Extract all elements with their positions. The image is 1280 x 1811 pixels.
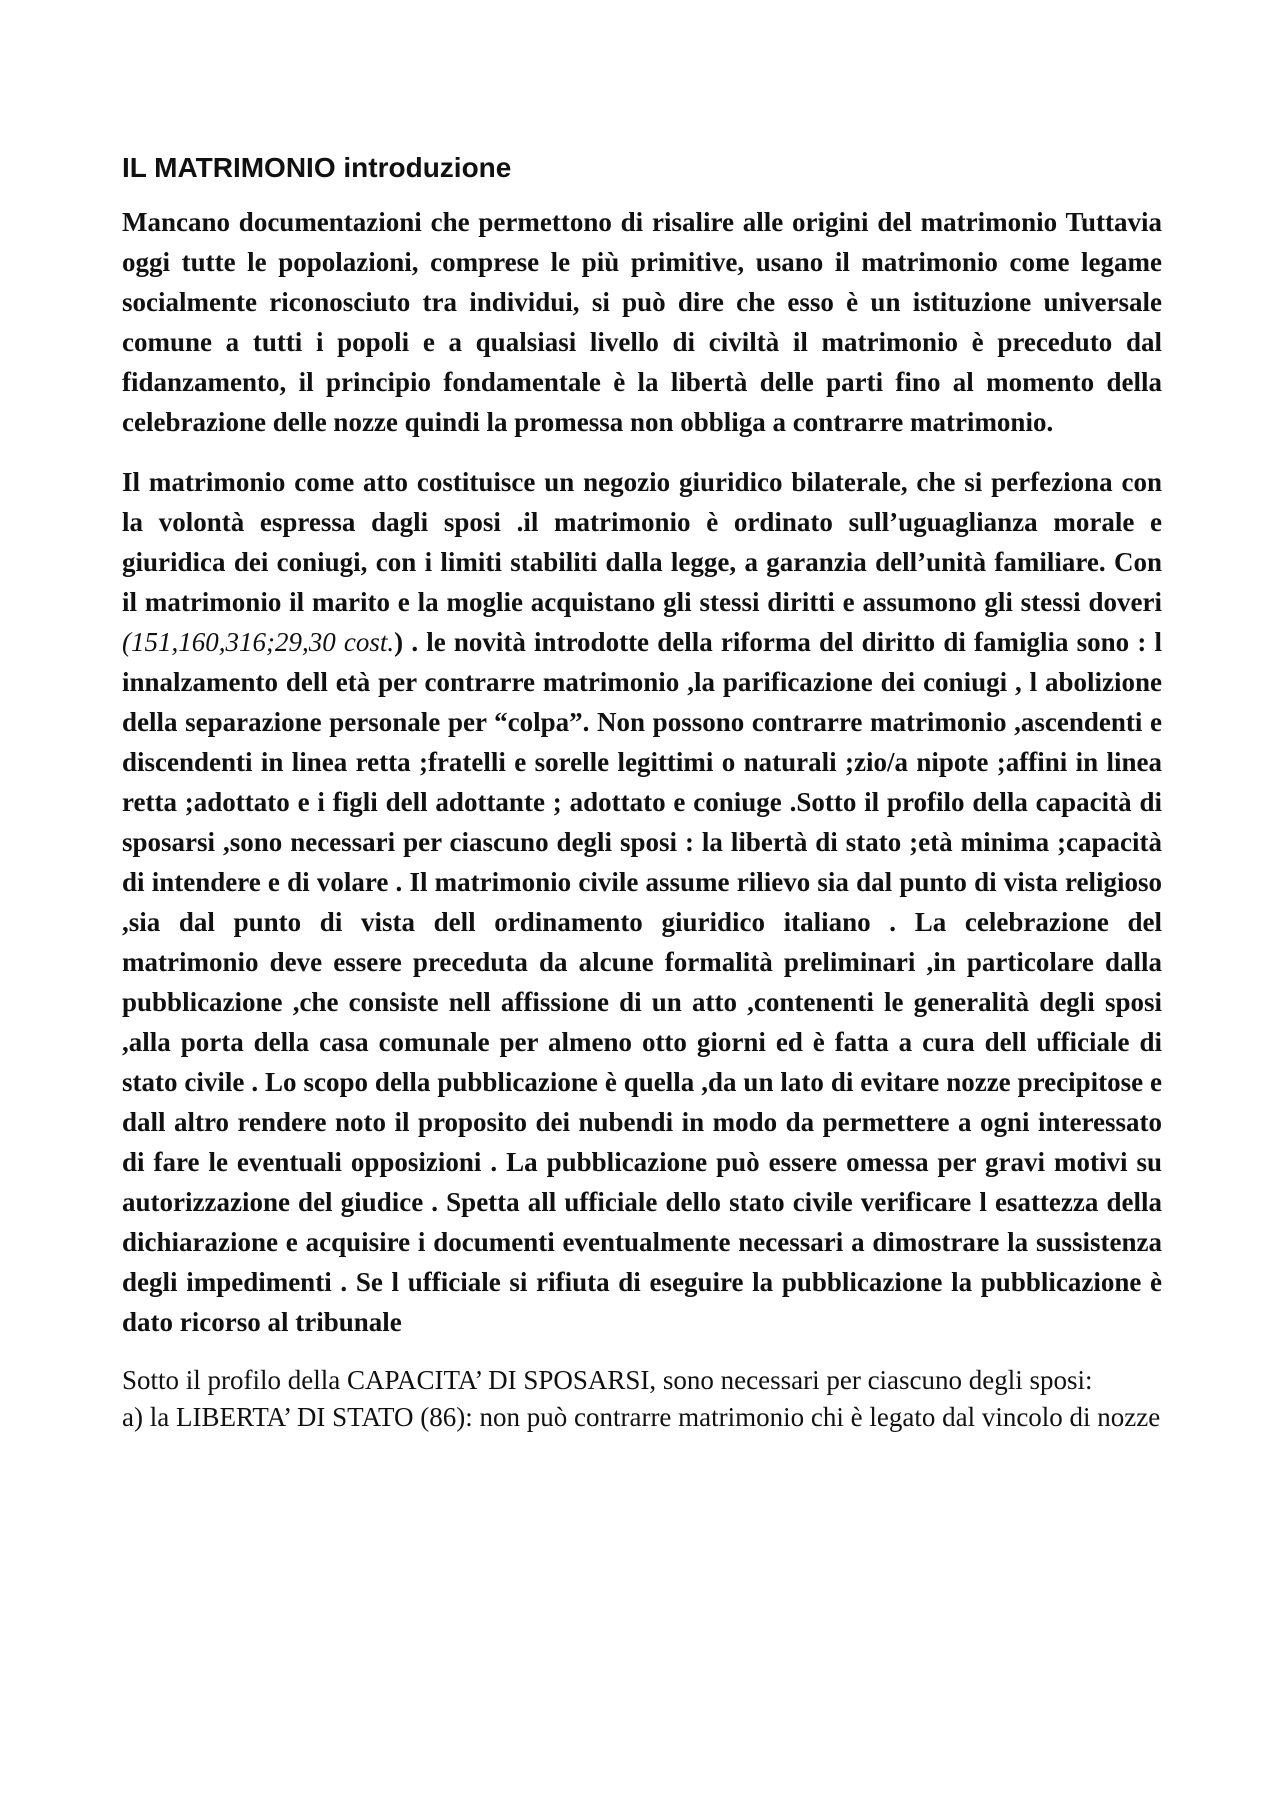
constitution-citation: (151,160,316;29,30 cost. [122, 627, 395, 657]
document-body [122, 150, 1162, 1436]
paragraph-marriage-act [122, 462, 1162, 1342]
paragraph-origins: Mancano documentazioni che permettono di risalire alle origini del matrimonio Tuttavia oggi tutte le popolazioni, comprese le più primitive, usano il matrimonio come legame socialmente riconosciuto tra individui, si può dire che esso è un istituzione universale comune a tutti i popoli e a qualsiasi livello di civiltà il matrimonio è preceduto dal fidanzamento, il principio fondamentale è la libertà delle parti fino al momento della celebrazione delle nozze quindi la promessa non obbliga a contrarre matrimonio. [122, 207, 1162, 437]
paragraph-freedom-of-status: a) la LIBERTA’ DI STATO (86): non può contrarre matrimonio chi è legato dal vincolo di nozze [122, 1402, 1161, 1432]
paragraph-marriage-act-text-1: Il matrimonio come atto costituisce un negozio giuridico bilaterale, che si perfeziona con la volontà espressa dagli sposi .il matrimonio è ordinato sull’uguaglianza morale e giuridica dei coniugi, con i limiti stabiliti dalla legge, a garanzia dell’unità familiare. Con il matrimonio il marito e la moglie acquistano gli stessi diritti e assumono gli stessi doveri [122, 467, 1162, 617]
paragraph-marriage-act-text-2: ) . le novità introdotte della riforma del diritto di famiglia sono : l innalzamento dell età per contrarre matrimonio ,la parificazione dei coniugi , l abolizione della separazione personale per “colpa”. Non possono contrarre matrimonio ,ascendenti e discendenti in linea retta ;fratelli e sorelle legittimi o naturali ;zio/a nipote ;affini in linea retta ;adottato e i figli dell adottante ; adottato e coniuge .Sotto il profilo della capacità di sposarsi ,sono necessari per ciascuno degli sposi : la libertà di stato ;età minima ;capacità di intendere e di volare . Il matrimonio civile assume rilievo sia dal punto di vista religioso ,sia dal punto di vista dell ordinamento giuridico italiano . La celebrazione del matrimonio deve essere preceduta da alcune formalità preliminari ,in particolare dalla pubblicazione ,che consiste nell affissione di un atto ,contenenti le generalità degli sposi ,alla porta della casa comunale per almeno otto giorni ed è fatta a cura dell ufficiale di stato civile . Lo scopo della pubblicazione è quella ,da un lato di evitare nozze precipitose e dall altro rendere noto il proposito dei nubendi in modo da permettere a ogni interessato di fare le eventuali opposizioni . La pubblicazione può essere omessa per gravi motivi su autorizzazione del giudice . Spetta all ufficiale dello stato civile verificare l esattezza della dichiarazione e acquisire i documenti eventualmente necessari a dimostrare la sussistenza degli impedimenti . Se l ufficiale si rifiuta di eseguire la pubblicazione la pubblicazione è dato ricorso al tribunale [122, 627, 1163, 1337]
document-title: IL MATRIMONIO introduzione [122, 152, 512, 183]
paragraph-capacity: Sotto il profilo della CAPACITA’ DI SPOSARSI, sono necessari per ciascuno degli sposi: [122, 1365, 1093, 1395]
